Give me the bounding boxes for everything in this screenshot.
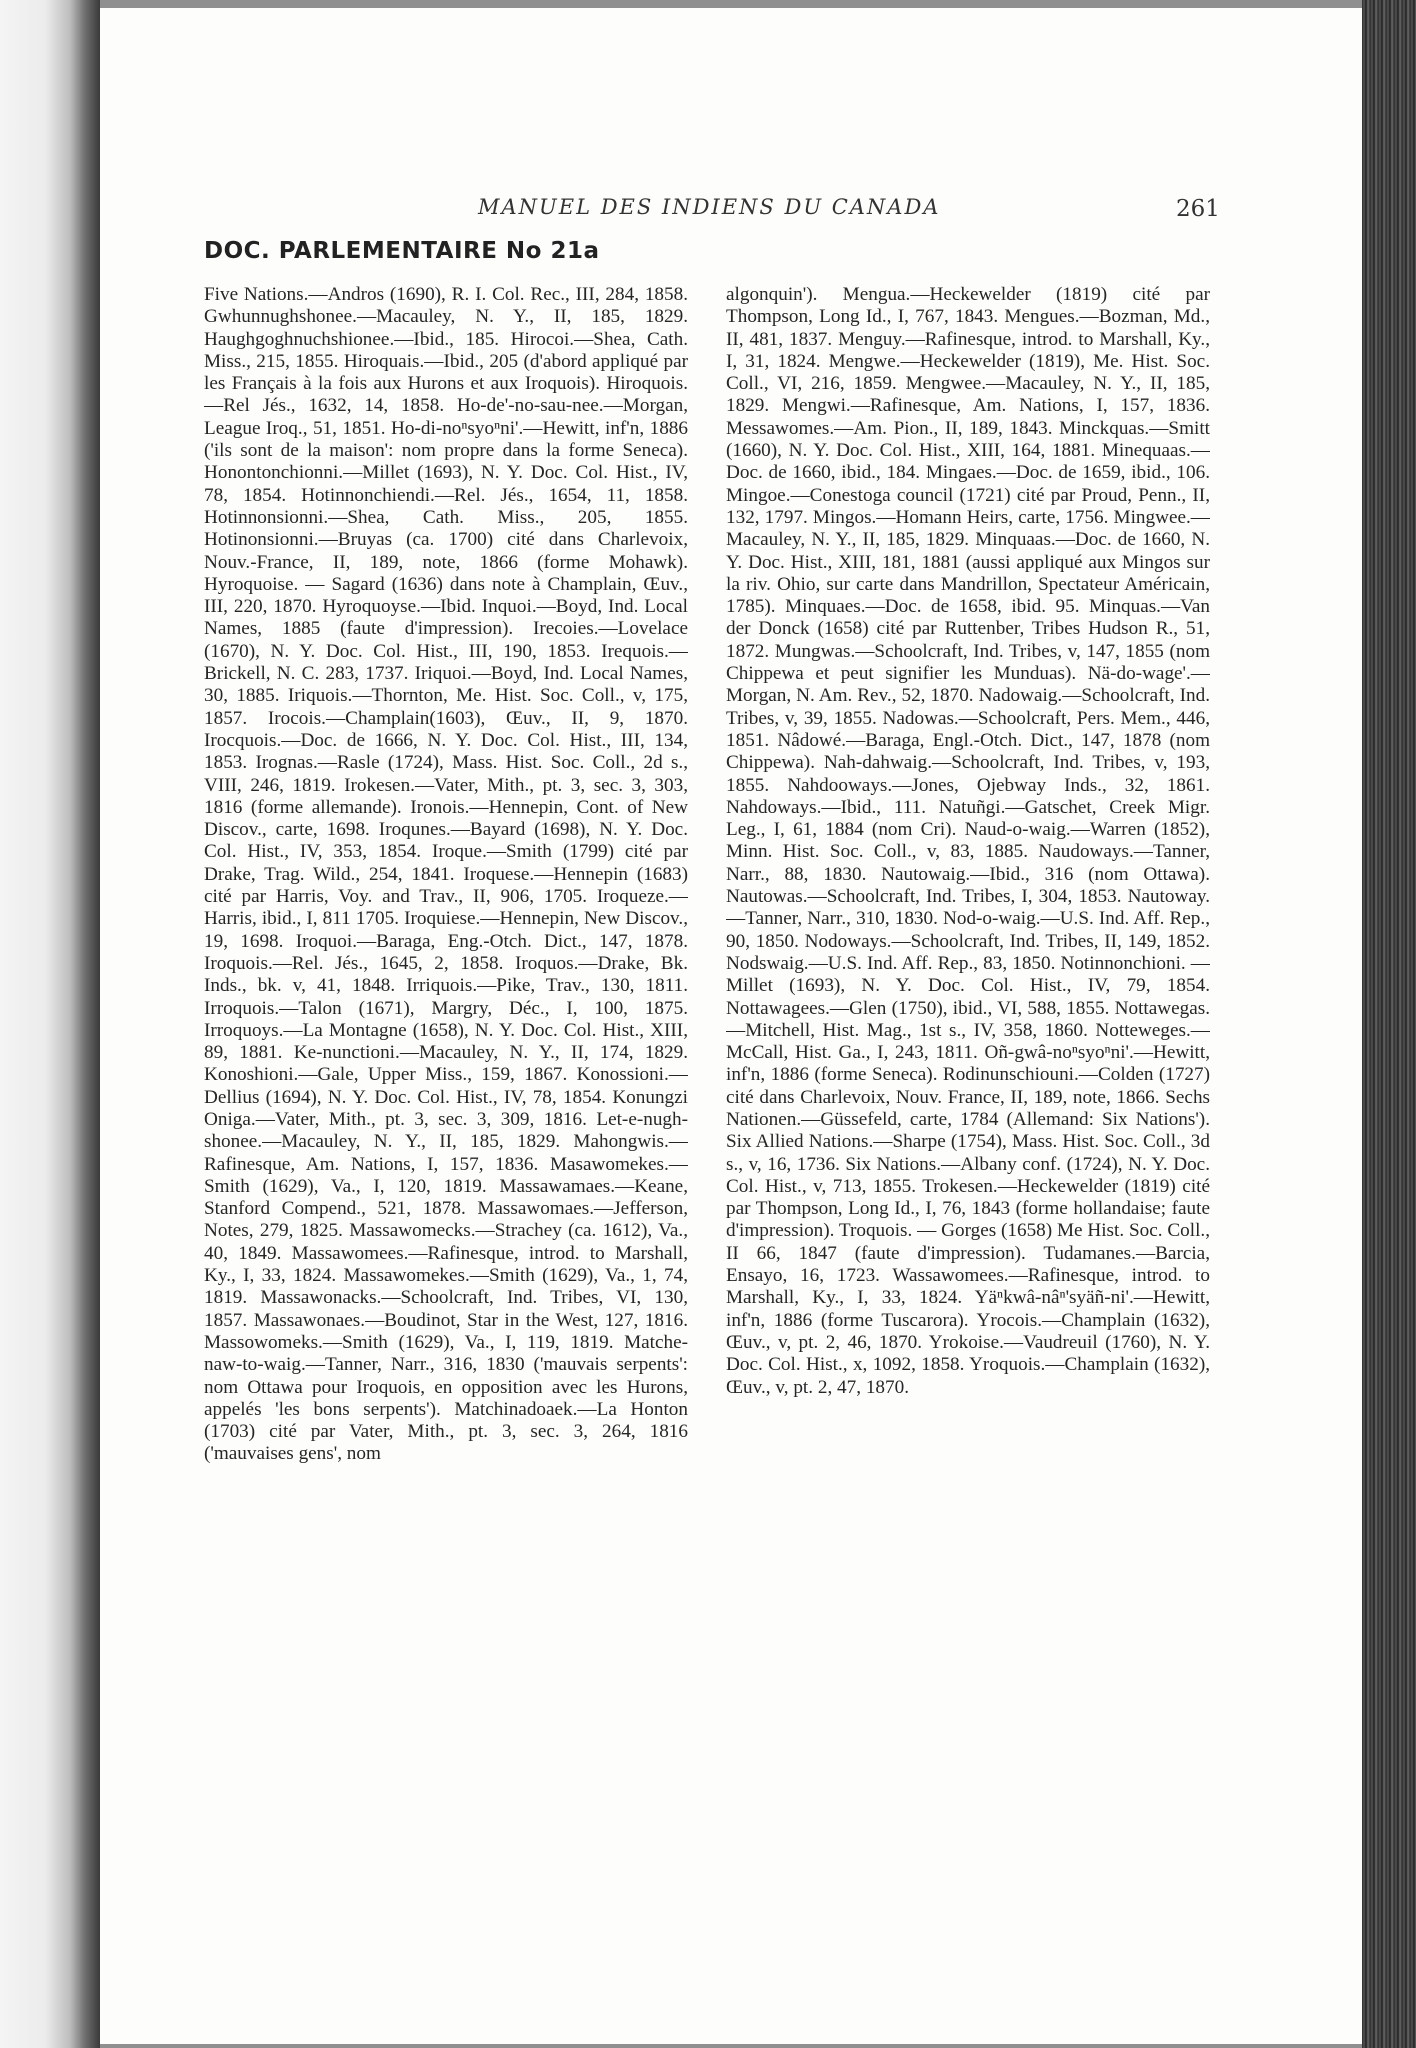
page-number: 261 (1176, 196, 1220, 222)
right-column-text: algonquin'). Mengua.—Heckewelder (1819) cité par Thompson, Long Id., I, 767, 1843. Mengues.—Bozman, Md., II, 481, 1837. Menguy.—Rafinesque, introd. to Marshall, Ky., I, 31, 1824. Mengwe.—Heckewelder (1819), Me. Hist. Soc. Coll., VI, 216, 1859. Mengwee.—Macauley, N. Y., II, 185, 1829. Mengwi.—Rafinesque, Am. Nations, I, 157, 1836. Messawomes.—Am. Pion., II, 189, 1843. Minckquas.—Smitt (1660), N. Y. Doc. Col. Hist., XIII, 164, 1881. Minequaas.—Doc. de 1660, ibid., 184. Mingaes.—Doc. de 1659, ibid., 106. Mingoe.—Conestoga council (1721) cité par Proud, Penn., II, 132, 1797. Mingos.—Homann Heirs, carte, 1756. Mingwee.—Macauley, N. Y., II, 185, 1829. Minquaas.—Doc. de 1660, N. Y. Doc. Hist., XIII, 181, 1881 (aussi appliqué aux Mingos sur la riv. Ohio, sur carte dans Mandrillon, Spectateur Américain, 1785). Minquaes.—Doc. de 1658, ibid. 95. Minquas.—Van der Donck (1658) cité par Ruttenber, Tribes Hudson R., 51, 1872. Mungwas.—Schoolcraft, Ind. Tribes, v, 147, 1855 (nom Chippewa et peut signifier les Munduas). Nä-do-wage'.—Morgan, N. Am. Rev., 52, 1870. Nadowaig.—Schoolcraft, Ind. Tribes, v, 39, 1855. Nadowas.—Schoolcraft, Pers. Mem., 446, 1851. Nâdowé.—Baraga, Engl.-Otch. Dict., 147, 1878 (nom Chippewa). Nah-dahwaig.—Schoolcraft, Ind. Tribes, v, 193, 1855. Nahdooways.—Jones, Ojebway Inds., 32, 1861. Nahdoways.—Ibid., 111. Natuñgi.—Gatschet, Creek Migr. Leg., I, 61, 1884 (nom Cri). Naud-o-waig.—Warren (1852), Minn. Hist. Soc. Coll., v, 83, 1885. Naudoways.—Tanner, Narr., 88, 1830. Nautowaig.—Ibid., 316 (nom Ottawa). Nautowas.—Schoolcraft, Ind. Tribes, I, 304, 1853. Nautoway.—Tanner, Narr., 310, 1830. Nod-o-waig.—U.S. Ind. Aff. Rep., 90, 1850. Nodoways.—Schoolcraft, Ind. Tribes, II, 149, 1852. Nodswaig.—U.S. Ind. Aff. Rep., 83, 1850. Notinnonchioni. — Millet (1693), N. Y. Doc. Col. Hist., IV, 79, 1854. Nottawagees.—Glen (1750), ibid., VI, 588, 1855. Nottawegas.—Mitchell, Hist. Mag., 1st s., IV, 358, 1860. Notteweges.—McCall, Hist. Ga., I, 243, 1811. Oñ-gwâ-noⁿsyoⁿni'.—Hewitt, inf'n, 1886 (forme Seneca). Rodinunschiouni.—Colden (1727) cité dans Charlevoix, Nouv. France, II, 189, note, 1866. Sechs Nationen.—Güssefeld, carte, 1784 (Allemand: Six Nations'). Six Allied Nations.—Sharpe (1754), Mass. Hist. Soc. Coll., 3d s., v, 16, 1736. Six Nations.—Albany conf. (1724), N. Y. Doc. Col. Hist., v, 713, 1855. Trokesen.—Heckewelder (1819) cité par Thompson, Long Id., I, 76, 1843 (forme hollandaise; faute d'impression). Troquois. — Gorges (1658) Me Hist. Soc. Coll., II 66, 1847 (faute d'impression). Tudamanes.—Barcia, Ensayo, 16, 1723. Wassawomees.—Rafinesque, introd. to Marshall, Ky., I, 33, 1824. Yäⁿkwâ-nâⁿ'syäñ-ni'.—Hewitt, inf'n, 1886 (forme Tuscarora). Yrocois.—Champlain (1632), Œuv., v, pt. 2, 46, 1870. Yrokoise.—Vaudreuil (1760), N. Y. Doc. Col. Hist., x, 1092, 1858. Yroquois.—Champlain (1632), Œuv., v, pt. 2, 47, 1870. (726, 284, 1210, 1398)
book-page-edges (1362, 0, 1416, 2048)
left-column-text: Five Nations.—Andros (1690), R. I. Col. Rec., III, 284, 1858. Gwhunnughshonee.—Macauley, N. Y., II, 185, 1829. Haughgoghnuchshionee.—Ibid., 185. Hirocoi.—Shea, Cath. Miss., 215, 1855. Hiroquais.—Ibid., 205 (d'abord appliqué par les Français à la fois aux Hurons et aux Iroquois). Hiroquois.—Rel Jés., 1632, 14, 1858. Ho-de'-no-sau-nee.—Morgan, League Iroq., 51, 1851. Ho-di-noⁿsyoⁿni'.—Hewitt, inf'n, 1886 ('ils sont de la maison': nom propre dans la forme Seneca). Honontonchionni.—Millet (1693), N. Y. Doc. Col. Hist., IV, 78, 1854. Hotinnonchiendi.—Rel. Jés., 1654, 11, 1858. Hotinnonsionni.—Shea, Cath. Miss., 205, 1855. Hotinonsionni.—Bruyas (ca. 1700) cité dans Charlevoix, Nouv.-France, II, 189, note, 1866 (forme Mohawk). Hyroquoise. — Sagard (1636) dans note à Champlain, Œuv., III, 220, 1870. Hyroquoyse.—Ibid. Inquoi.—Boyd, Ind. Local Names, 1885 (faute d'impression). Irecoies.—Lovelace (1670), N. Y. Doc. Col. Hist., III, 190, 1853. Irequois.—Brickell, N. C. 283, 1737. Iriquoi.—Boyd, Ind. Local Names, 30, 1885. Iriquois.—Thornton, Me. Hist. Soc. Coll., v, 175, 1857. Irocois.—Champlain(1603), Œuv., II, 9, 1870. Irocquois.—Doc. de 1666, N. Y. Doc. Col. Hist., III, 134, 1853. Irognas.—Rasle (1724), Mass. Hist. Soc. Coll., 2d s., VIII, 246, 1819. Irokesen.—Vater, Mith., pt. 3, sec. 3, 303, 1816 (forme allemande). Ironois.—Hennepin, Cont. of New Discov., carte, 1698. Iroqunes.—Bayard (1698), N. Y. Doc. Col. Hist., IV, 353, 1854. Iroque.—Smith (1799) cité par Drake, Trag. Wild., 254, 1841. Iroquese.—Hennepin (1683) cité par Harris, Voy. and Trav., II, 906, 1705. Iroqueze.—Harris, ibid., I, 811 1705. Iroquiese.—Hennepin, New Discov., 19, 1698. Iroquoi.—Baraga, Eng.-Otch. Dict., 147, 1878. Iroquois.—Rel. Jés., 1645, 2, 1858. Iroquos.—Drake, Bk. Inds., bk. v, 41, 1848. Irriquois.—Pike, Trav., 130, 1811. Irroquois.—Talon (1671), Margry, Déc., I, 100, 1875. Irroquoys.—La Montagne (1658), N. Y. Doc. Col. Hist., XIII, 89, 1881. Ke-nunctioni.—Macauley, N. Y., II, 174, 1829. Konoshioni.—Gale, Upper Miss., 159, 1867. Konossioni.—Dellius (1694), N. Y. Doc. Col. Hist., IV, 78, 1854. Konungzi Oniga.—Vater, Mith., pt. 3, sec. 3, 309, 1816. Let-e-nugh-shonee.—Macauley, N. Y., II, 185, 1829. Mahongwis.—Rafinesque, Am. Nations, I, 157, 1836. Masawomekes.—Smith (1629), Va., I, 120, 1819. Massawamaes.—Keane, Stanford Compend., 521, 1878. Massawomaes.—Jefferson, Notes, 279, 1825. Massawomecks.—Strachey (ca. 1612), Va., 40, 1849. Massawomees.—Rafinesque, introd. to Marshall, Ky., I, 33, 1824. Massawomekes.—Smith (1629), Va., 1, 74, 1819. Massawonacks.—Schoolcraft, Ind. Tribes, VI, 130, 1857. Massawonaes.—Boudinot, Star in the West, 127, 1816. Massowomeks.—Smith (1629), Va., I, 119, 1819. Matche-naw-to-waig.—Tanner, Narr., 316, 1830 ('mauvais serpents': nom Ottawa pour Iroquois, en opposition avec les Hurons, appelés 'les bons serpents'). Matchinadoaek.—La Honton (1703) cité par Vater, Mith., pt. 3, sec. 3, 264, 1816 ('mauvaises gens', nom (204, 284, 688, 1465)
document-label: DOC. PARLEMENTAIRE No 21a (204, 238, 600, 264)
text-column-right (726, 284, 1210, 1924)
book-gutter (0, 0, 100, 2048)
running-title: MANUEL DES INDIENS DU CANADA (478, 195, 941, 219)
text-column-left (204, 284, 688, 1924)
